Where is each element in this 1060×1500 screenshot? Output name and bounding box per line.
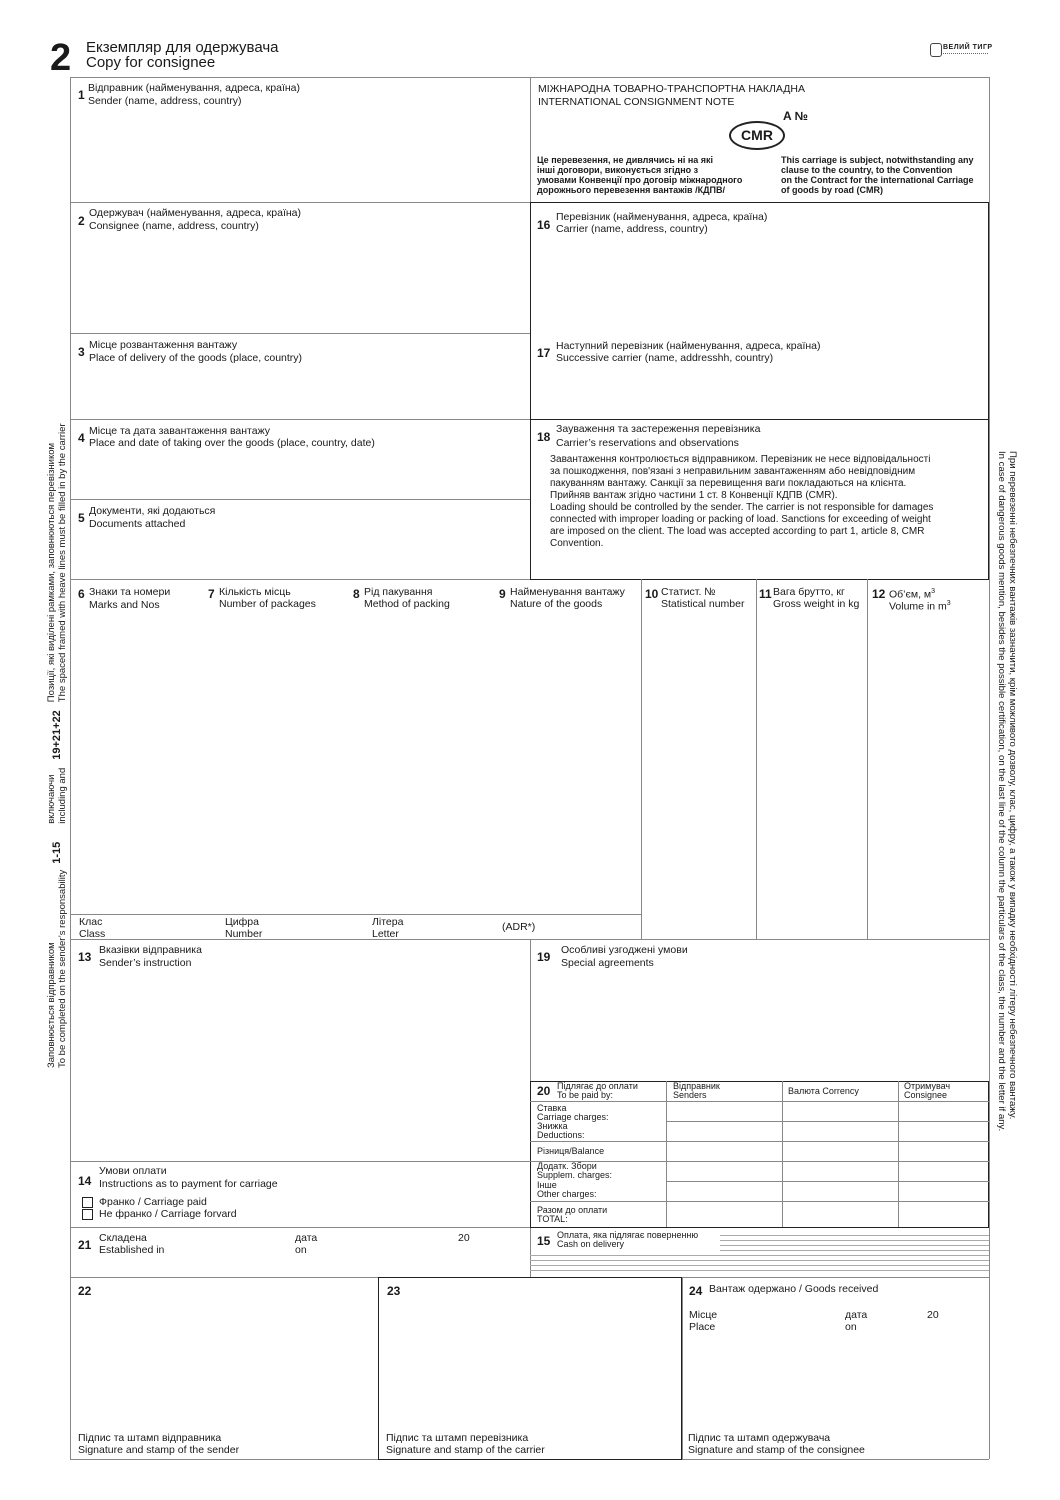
convention-en-2: clause to the country, to the Convention <box>781 165 953 175</box>
box20-number: 20 <box>537 1084 551 1098</box>
box2-number: 2 <box>78 214 85 228</box>
box4-label-en: Place and date of taking over the goods (place, country, date) <box>89 437 375 449</box>
box12-label-ua: Об’єм, $м^3$ <box>889 588 936 601</box>
box20-col-sender-en: Senders <box>673 1090 707 1100</box>
box24-date-ua: дата <box>845 1309 868 1321</box>
box6-label-en: Marks and Nos <box>89 599 160 611</box>
side-left-l3: включаючи <box>46 774 57 824</box>
carriage-forward-label: Не франко / Carriage forvard <box>99 1208 237 1220</box>
side-left-l1: Заповнюється відправником <box>46 942 57 1068</box>
convention-ua-4: дорожнього перевезення вантажів /КДПВ/ <box>537 185 725 195</box>
cmr-a-number: A № <box>783 109 808 123</box>
box22-sig-ua: Підпис та штамп відправника <box>78 1432 222 1444</box>
box8-label-ua: Рід пакування <box>364 586 433 598</box>
box20-row3-c: Інше <box>537 1180 557 1190</box>
side-left-l4: including and <box>57 767 68 824</box>
box4-number: 4 <box>78 431 85 445</box>
box8-label-en: Method of packing <box>364 598 450 610</box>
carriage-forward-checkbox[interactable] <box>82 1209 93 1220</box>
box18-text-ua-1: Завантаження контролюється відправником. Перевізник не несе відповідальності <box>550 454 931 465</box>
box15-label-en: Cash on delivery <box>557 1239 625 1249</box>
cmr-badge-text: CMR <box>741 127 773 143</box>
convention-ua-1: Це перевезення, не дивлячись ні на які <box>537 155 714 165</box>
side-left-range2: 19+21+22 <box>50 710 63 760</box>
box19-number: 19 <box>537 950 551 964</box>
side-right-l1: При перевезенні небезпечних вантажів зазначити, крім можливого дозволу, клас, цифру, а також у випадку необхідності літеру небезпечного вантажу. <box>1007 451 1018 1120</box>
box15-number: 15 <box>537 1234 551 1248</box>
box12-number: 12 <box>872 587 886 601</box>
adr-class-en: Class <box>79 928 106 940</box>
box9-number: 9 <box>499 587 506 601</box>
side-left-l6: The spaced framed with heave lines must be filled in by the carrier <box>57 423 68 703</box>
box20-row4-b: TOTAL: <box>537 1214 568 1224</box>
side-note-left <box>46 423 68 1068</box>
box20-row4-a: Разом до оплати <box>537 1205 608 1215</box>
box4-label-ua: Місце та дата завантаження вантажу <box>89 425 270 437</box>
box20-label-en: To be paid by: <box>557 1090 614 1100</box>
box21-year: 20 <box>458 1232 470 1244</box>
convention-ua-3: умовами Конвенції про договір міжнародного <box>537 175 743 185</box>
box23-number: 23 <box>387 1284 401 1298</box>
copy-number: 2 <box>50 37 72 79</box>
box14-number: 14 <box>78 1174 92 1188</box>
box20-col-sender-ua: Відправник <box>673 1081 720 1091</box>
side-left-l2: To be completed on the sender’s responsability <box>57 869 68 1068</box>
box22-number: 22 <box>78 1284 92 1298</box>
box2-label-en: Consignee (name, address, country) <box>89 220 259 232</box>
box24-place-en: Place <box>689 1321 716 1333</box>
convention-ua-2: інші договори, виконується згідно з <box>537 165 699 175</box>
box23-sig-en: Signature and stamp of the carrier <box>386 1444 545 1456</box>
box18-text-ua-2: за пошкодження, пов'язані з неправильним завантаженням або невідповідним <box>550 466 916 477</box>
box21-date-ua: дата <box>295 1232 318 1244</box>
box21-label-en: Established in <box>99 1244 165 1256</box>
adr-digit-ua: Цифра <box>225 916 259 928</box>
box7-label-ua: Кількість місць <box>219 586 291 598</box>
box5-label-en: Documents attached <box>89 518 186 530</box>
box5-label-ua: Документи, які додаються <box>89 505 216 517</box>
box12-sup-ua: 3 <box>931 588 936 595</box>
box1-number: 1 <box>78 88 85 102</box>
box24-number: 24 <box>689 1284 703 1298</box>
box24-place-ua: Місце <box>689 1309 718 1321</box>
box20-row3-b: Supplem. charges: <box>537 1170 613 1180</box>
box12-label-en: Volume in $m^3$ <box>889 600 951 613</box>
convention-en-1: This carriage is subject, notwithstanding any <box>781 155 974 165</box>
box20-row1-a: Ставка <box>537 1103 567 1113</box>
box24-date-en: on <box>845 1321 857 1333</box>
box18-label-en: Carrier’s reservations and observations <box>556 437 739 449</box>
box18-text-en-4: Convention. <box>550 538 604 549</box>
box15-label-ua: Оплата, яка підлягає поверненню <box>557 1230 699 1240</box>
box20-row3-a: Додатк. Збори <box>537 1161 597 1171</box>
side-left-range1: 1-15 <box>50 841 63 864</box>
box23-sig-ua: Підпис та штамп перевізника <box>386 1432 529 1444</box>
box18-text-ua-4: Прийняв вантаж згідно частини 1 ст. 8 Конвенції КДПВ (CMR). <box>550 490 838 501</box>
box24-sig-en: Signature and stamp of the consignee <box>688 1444 865 1456</box>
box20-label-ua: Підлягає до оплати <box>557 1081 638 1091</box>
box17-label-ua: Наступний перевізник (найменування, адреса, країна) <box>556 340 821 352</box>
box3-label-en: Place of delivery of the goods (place, country) <box>89 352 303 364</box>
box5-number: 5 <box>78 511 85 525</box>
box20-row1-c: Знижка <box>537 1121 568 1131</box>
box13-label-en: Sender’s instruction <box>99 957 192 969</box>
box18-label-ua: Зауваження та застереження перевізника <box>556 423 761 435</box>
box20-col-currency: Валюта Corrency <box>788 1086 859 1096</box>
adr-label: (ADR*) <box>502 921 536 933</box>
box21-label-ua: Складена <box>99 1232 147 1244</box>
box14-label-ua: Умови оплати <box>99 1165 167 1177</box>
box16-label-ua: Перевізник (найменування, адреса, країна) <box>556 211 768 223</box>
box18-text-en-3: are imposed on the client. The load was accepted according to part 1, article 8, CMR <box>550 526 925 537</box>
box19-label-ua: Особливі узгоджені умови <box>561 944 688 956</box>
box6-label-ua: Знаки та номери <box>89 586 171 598</box>
box14-label-en: Instructions as to payment for carriage <box>99 1178 278 1190</box>
carriage-paid-label: Франко / Carriage paid <box>99 1196 207 1208</box>
box18-number: 18 <box>537 430 551 444</box>
box7-number: 7 <box>208 587 215 601</box>
box24-title: Вантаж одержано / Goods received <box>709 1283 879 1295</box>
box11-label-en: Gross weight in kg <box>773 598 860 610</box>
box16-number: 16 <box>537 218 551 232</box>
adr-letter-en: Letter <box>372 928 399 940</box>
box3-number: 3 <box>78 345 85 359</box>
box20-row2: Різниця/Balance <box>537 1146 605 1156</box>
box22-sig-en: Signature and stamp of the sender <box>78 1444 240 1456</box>
box18-text-en-2: connected with improper loading or packing of load. Sanctions for exceeding of weight <box>550 514 931 525</box>
box11-number: 11 <box>759 587 772 601</box>
box20-row3-d: Other charges: <box>537 1189 597 1199</box>
box13-label-ua: Вказівки відправника <box>99 944 202 956</box>
box18-text-en-1: Loading should be controlled by the sender. The carrier is not responsible for damages <box>550 502 934 513</box>
side-right-l2: In case of dangerous goods mention, besides the possible certification, on the last line of the column the particulars of the class, the number and the letter if any. <box>996 451 1007 1132</box>
cmr-badge <box>729 121 785 150</box>
box10-number: 10 <box>645 587 659 601</box>
side-left-l5: Позиції, які виділені рамками, заповнюються перевізником <box>46 442 57 703</box>
box21-date-en: on <box>295 1244 307 1256</box>
side-note-right <box>996 451 1018 1131</box>
box1-label-en: Sender (name, address, country) <box>88 95 242 107</box>
tiger-logo-icon <box>930 43 942 57</box>
cmr-title-ua: МІЖНАРОДНА ТОВАРНО-ТРАНСПОРТНА НАКЛАДНА <box>538 83 805 95</box>
carriage-paid-checkbox[interactable] <box>82 1197 93 1208</box>
box9-label-ua: Найменування вантажу <box>510 586 625 598</box>
adr-class-ua: Клас <box>79 916 103 928</box>
copy-title-en: Copy for consignee <box>86 54 216 71</box>
copy-title-ua: Екземпляр для одержувача <box>86 39 279 56</box>
box16-label-en: Carrier (name, address, country) <box>556 223 708 235</box>
adr-digit-en: Number <box>225 928 263 940</box>
convention-en-3: on the Contract for the international Carriage <box>781 175 974 185</box>
box1-label-ua: Відправник (найменування, адреса, країна) <box>88 82 300 94</box>
box10-label-ua: Статист. № <box>661 586 716 598</box>
box11-label-ua: Вага брутто, кг <box>773 586 845 598</box>
box13-number: 13 <box>78 950 92 964</box>
cmr-title-en: INTERNATIONAL CONSIGNMENT NOTE <box>538 96 735 108</box>
box7-label-en: Number of packages <box>219 598 316 610</box>
logo-text: ВЕЛИЙ ТИГР <box>943 44 993 51</box>
box18-text-ua-3: пакуванням вантажу. Санкції за перевищення ваги покладаються на клієнта. <box>550 478 907 489</box>
box21-number: 21 <box>78 1238 92 1252</box>
box3-label-ua: Місце розвантаження вантажу <box>89 339 238 351</box>
box17-number: 17 <box>537 346 551 360</box>
box20-row1-b: Carriage charges: <box>537 1112 609 1122</box>
box24-year: 20 <box>927 1309 939 1321</box>
box9-label-en: Nature of the goods <box>510 598 603 610</box>
box24-sig-ua: Підпис та штамп одержувача <box>688 1432 831 1444</box>
box10-label-en: Statistical number <box>661 598 745 610</box>
box20-col-consignee-ua: Отримувач <box>904 1081 951 1091</box>
box8-number: 8 <box>353 587 360 601</box>
convention-en-4: of goods by road (CMR) <box>781 185 883 195</box>
adr-letter-ua: Літера <box>372 916 404 928</box>
box2-label-ua: Одержувач (найменування, адреса, країна) <box>89 207 302 219</box>
box19-label-en: Special agreements <box>561 957 654 969</box>
box20-row1-d: Deductions: <box>537 1130 585 1140</box>
box20-col-consignee-en: Consignee <box>904 1090 948 1100</box>
box6-number: 6 <box>78 587 85 601</box>
box12-sup-en: 3 <box>946 600 951 607</box>
box17-label-en: Successive carrier (name, addresshh, country) <box>556 352 774 364</box>
